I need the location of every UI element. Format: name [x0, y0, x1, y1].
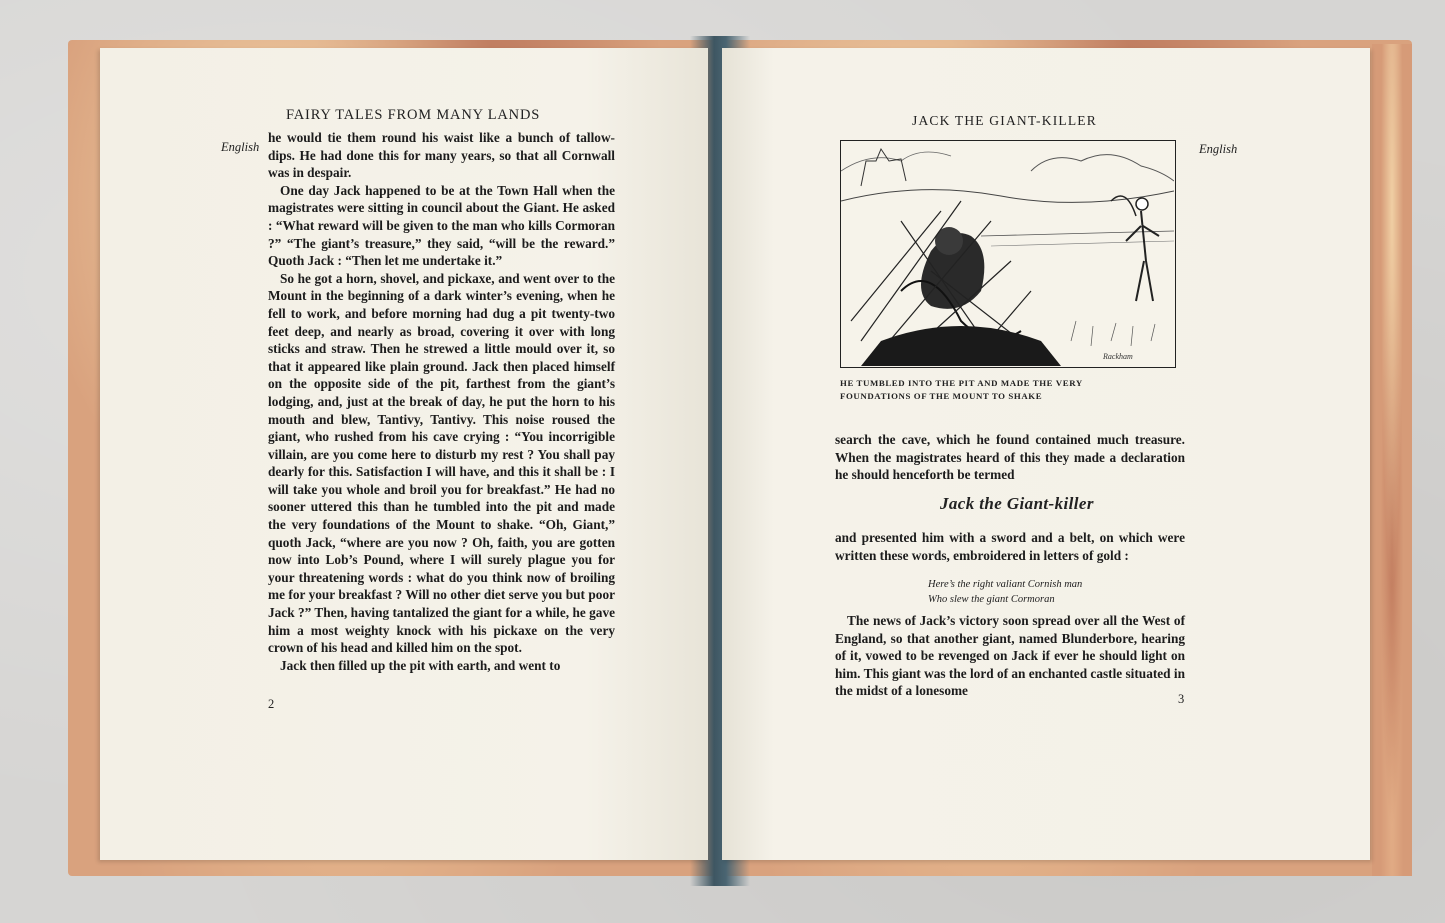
left-paragraph-4: Jack then filled up the pit with earth, and went to [280, 657, 561, 673]
right-paragraph-1 [835, 431, 1185, 484]
embroidered-verse [928, 578, 1082, 607]
right-paragraph-1-text: search the cave, which he found contained much treasure. When the magistrates heard of this they made a declaration he should henceforth be termed [835, 432, 1185, 483]
right-running-head: JACK THE GIANT-KILLER [912, 113, 1097, 128]
cover-edge-right [1372, 44, 1412, 876]
verse-line-2: Who slew the giant Cormoran [928, 593, 1055, 605]
caption-line-2: FOUNDATIONS OF THE MOUNT TO SHAKE [840, 391, 1043, 401]
left-paragraph-2: One day Jack happened to be at the Town Hall when the magistrates were sitting in council about the Giant. He asked : “What reward will be given to the man who kills Cormoran ?” “The giant’s treasure,” they said, “will be the reward.” Quoth Jack : “Then let me undertake it.” [268, 182, 615, 269]
blackletter-title: Jack the Giant-killer [940, 494, 1094, 513]
right-margin-note: English [1199, 142, 1238, 156]
left-paragraph-1: he would tie them round his waist like a bunch of tallow-dips. He had done this for many years, so that all Cornwall was in despair. [268, 130, 615, 181]
giant-illustration [840, 140, 1176, 368]
giant-illustration-drawing [841, 141, 1174, 366]
illustration-signature: Rackham [1103, 352, 1133, 361]
left-running-head: FAIRY TALES FROM MANY LANDS [286, 107, 541, 123]
right-paragraph-2 [835, 529, 1185, 564]
caption-line-1: HE TUMBLED INTO THE PIT AND MADE THE VERY [840, 378, 1083, 388]
left-body-text [268, 129, 615, 674]
verse-line-1: Here’s the right valiant Cornish man [928, 579, 1083, 590]
illustration-caption [840, 377, 1083, 403]
right-paragraph-2-text: and presented him with a sword and a belt, on which were written these words, embroidered in letters of gold : [835, 530, 1185, 563]
right-paragraph-3 [835, 612, 1185, 700]
left-margin-note: English [221, 140, 260, 154]
left-paragraph-3: So he got a horn, shovel, and pickaxe, and went over to the Mount in the beginning of a dark winter’s evening, when he fell to work, and before morning had dug a pit twenty-two feet deep, and nearly as broad, covering it over with long sticks and straw. Then he strewed a little mould over it, so that it appeared like plain ground. Jack then placed himself on the opposite side of the pit, farthest from the giant’s lodging, and, just at the break of day, he put the horn to his mouth and blew, Tantivy, Tantivy. This noise roused the giant, who rushed from his cave crying : “You incorrigible villain, are you come here to disturb my rest ? You shall pay dearly for this. Satisfaction I will have, and this it shall be : I will take you whole and broil you for breakfast.” He had no sooner uttered this than he tumbled into the pit and made the very foundations of the Mount to shake. “Oh, Giant,” quoth Jack, “where are you now ? Oh, faith, you are gotten now into Lob’s Pound, where I will surely plague you for your threatening words : what do you think now of broiling me for your breakfast ? Will no other diet serve you but poor Jack ?” Then, having tantalized the giant for a while, he gave him a most weighty knock with his pickaxe on the very crown of his head and killed him on the spot. [268, 270, 615, 656]
left-page-number: 2 [268, 697, 275, 711]
right-paragraph-3-text: The news of Jack’s victory soon spread over all the West of England, so that another giant, named Blunderbore, hearing of it, vowed to be revenged on Jack if ever he should light on him. This giant was the lord of an enchanted castle situated in the midst of a lonesome [835, 613, 1185, 699]
right-page-number: 3 [1178, 692, 1185, 706]
